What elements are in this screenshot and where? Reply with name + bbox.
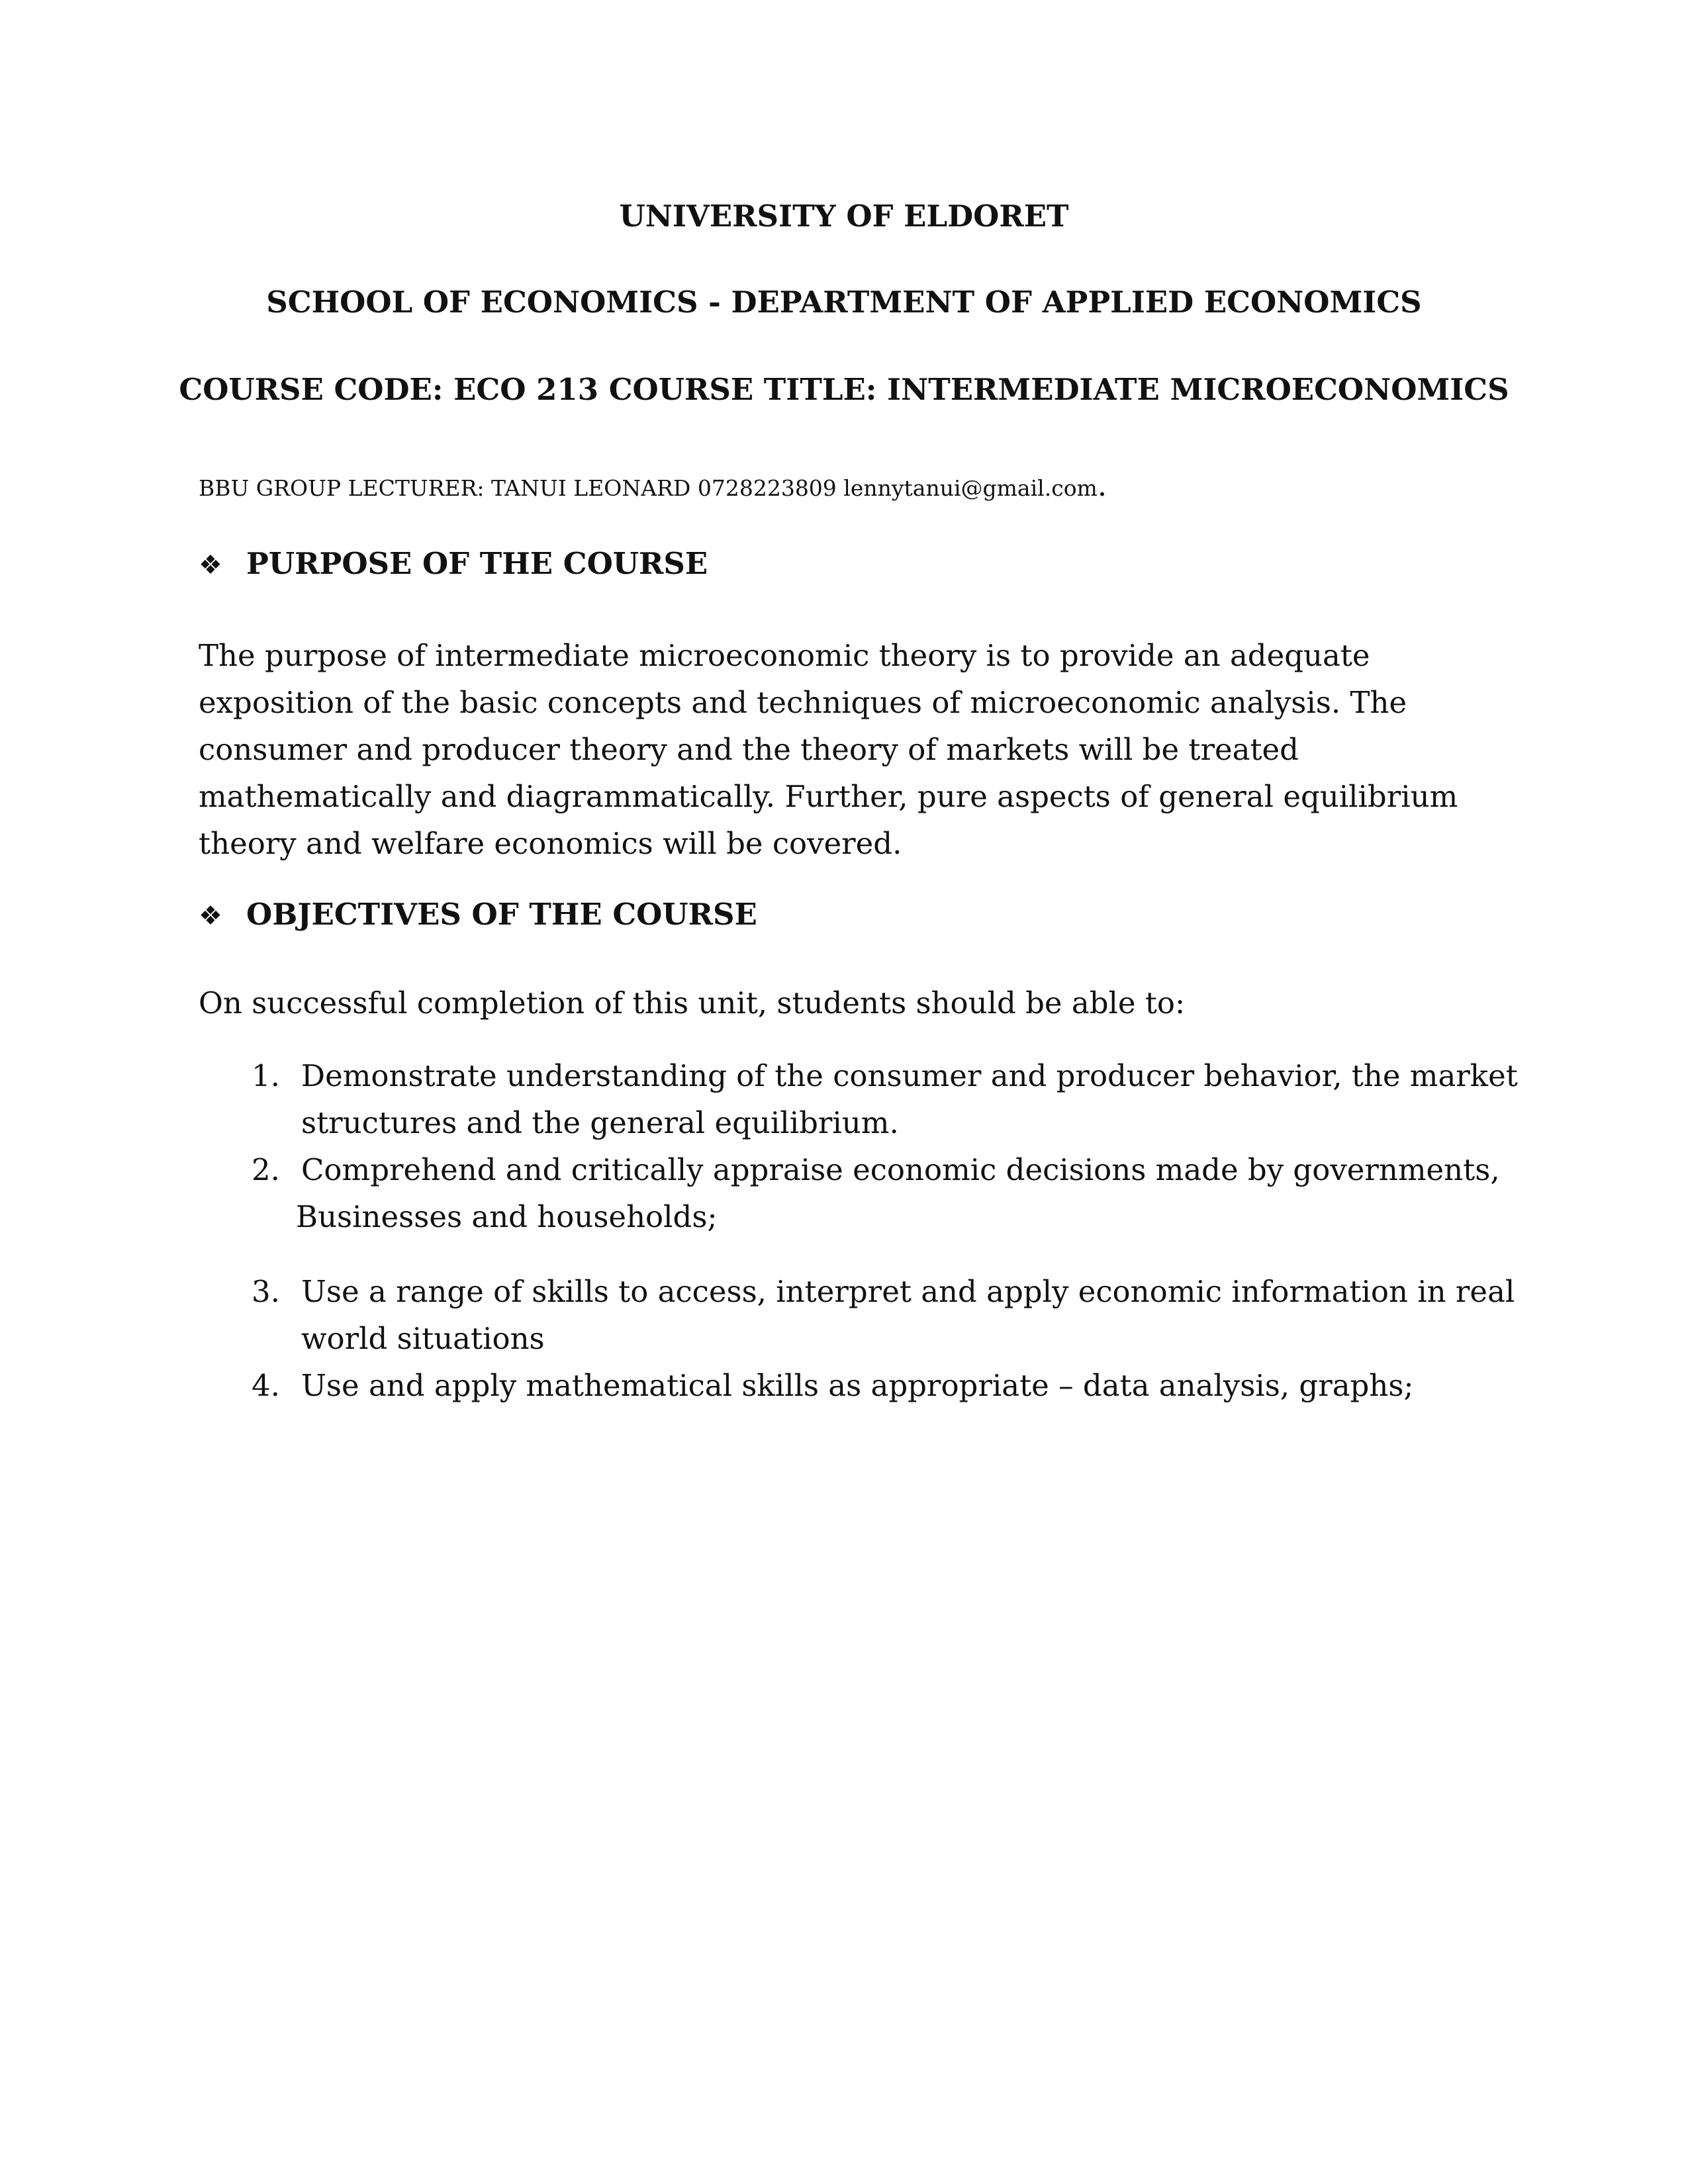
purpose-line: exposition of the basic concepts and techniques of microeconomic analysis. The [199,685,1407,720]
objective-item [199,1362,1509,1409]
objective-item [199,1268,1515,1362]
objective-number: 2. [252,1152,280,1187]
objective-item [199,1146,1509,1240]
objectives-list [199,1052,1518,1409]
purpose-heading-text: PURPOSE OF THE COURSE [246,546,708,581]
diamond-bullet-icon: ❖ [199,550,222,580]
lecturer-period: . [1097,468,1107,503]
lecturer-text: BBU GROUP LECTURER: TANUI LEONARD 0728223809 lennytanui@gmail.com [199,475,1098,501]
objective-text: Use and apply mathematical skills as appropriate – data analysis, graphs; [301,1368,1414,1403]
diamond-bullet-icon: ❖ [199,901,222,931]
objective-number: 1. [252,1058,280,1093]
school-name: SCHOOL OF ECONOMICS - DEPARTMENT OF APPLIED ECONOMICS [266,285,1422,320]
objective-number: 3. [252,1274,280,1309]
purpose-line: theory and welfare economics will be covered. [199,826,902,861]
course-code-title: COURSE CODE: ECO 213 COURSE TITLE: INTERMEDIATE MICROECONOMICS [179,372,1509,407]
objectives-heading-text: OBJECTIVES OF THE COURSE [246,897,757,932]
objective-text: Comprehend and critically appraise economic decisions made by governments, [301,1152,1500,1187]
objective-item [199,1052,1518,1146]
purpose-paragraph [199,632,1458,867]
purpose-heading [199,546,708,581]
purpose-line: consumer and producer theory and the theory of markets will be treated [199,732,1299,767]
objective-number: 4. [252,1368,280,1403]
university-name: UNIVERSITY OF ELDORET [619,199,1069,234]
objectives-intro: On successful completion of this unit, students should be able to: [199,985,1186,1021]
lecturer-info [199,468,1107,503]
objective-text: Use a range of skills to access, interpret and apply economic information in real [301,1274,1515,1309]
objective-text: Demonstrate understanding of the consumer and producer behavior, the market [301,1058,1518,1093]
objective-text: structures and the general equilibrium. [301,1105,899,1140]
purpose-line: mathematically and diagrammatically. Further, pure aspects of general equilibrium [199,779,1458,814]
purpose-line: The purpose of intermediate microeconomic theory is to provide an adequate [199,638,1370,673]
objectives-heading [199,897,757,932]
objective-text: Businesses and households; [296,1199,718,1234]
objective-text: world situations [301,1321,545,1356]
